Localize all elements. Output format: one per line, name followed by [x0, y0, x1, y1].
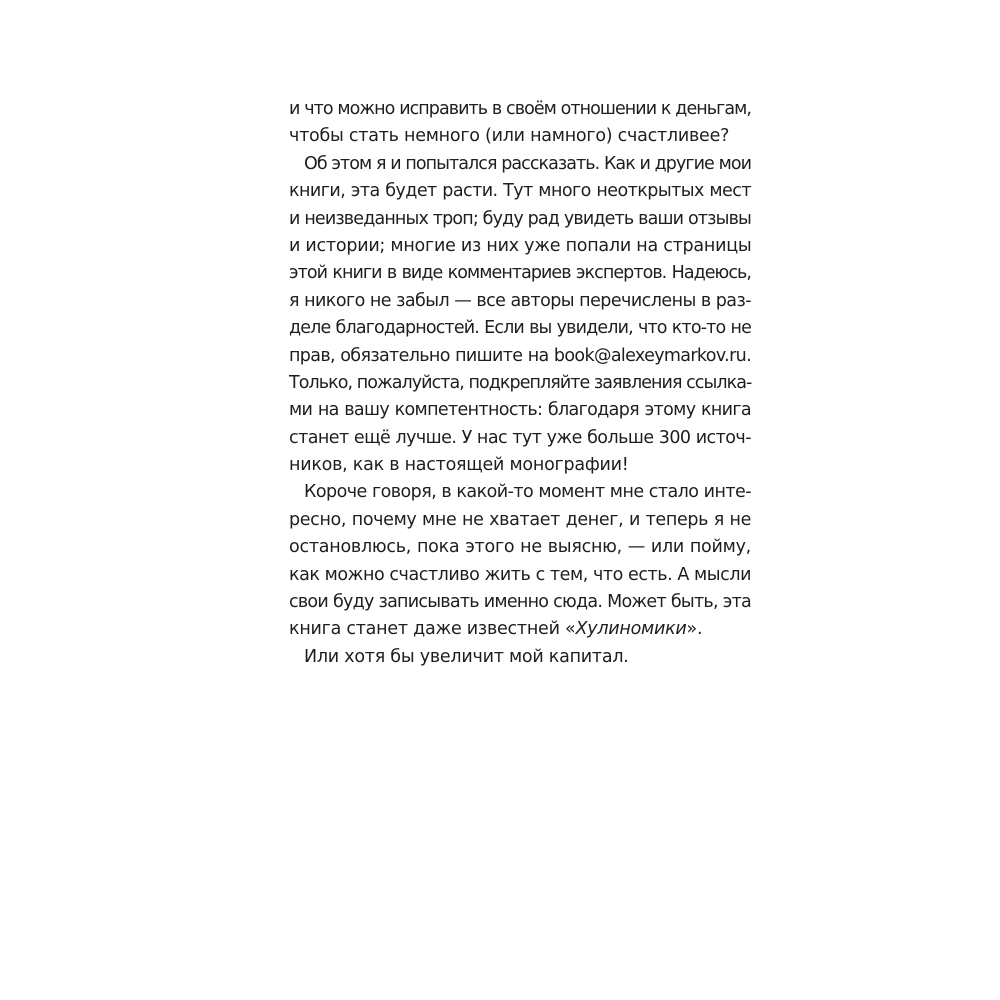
text-line	[289, 616, 751, 643]
body-text	[289, 96, 751, 671]
text-line: станет ещё лучше. У нас тут уже больше 300 источ-	[289, 427, 751, 448]
text-line: ресно, почему мне не хватает денег, и теперь я не	[289, 509, 751, 530]
text-line: Об этом я и попытался рассказать. Как и другие мои	[304, 153, 751, 174]
text-line: и неизведанных троп; буду рад увидеть ваши отзывы	[289, 208, 751, 229]
text-line: как можно счастливо жить с тем, что есть. А мысли	[289, 564, 751, 585]
text-line: деле благодарностей. Если вы увидели, что кто-то не	[289, 318, 751, 339]
book-title-italic: Хулиномики	[575, 619, 687, 640]
text-line: этой книги в виде комментариев экспертов. Надеюсь,	[289, 263, 751, 284]
text-line: Или хотя бы увеличит мой капитал.	[304, 646, 629, 667]
text-line: я никого не забыл — все авторы перечислены в раз-	[289, 290, 751, 311]
text-line: и что можно исправить в своём отношении к деньгам,	[289, 99, 751, 119]
text-line: свои буду записывать именно сюда. Может быть, эта	[289, 592, 751, 613]
text-line: и истории; многие из них уже попали на страницы	[289, 235, 752, 256]
text-line: Только, пожалуйста, подкрепляйте заявления ссылка-	[289, 372, 752, 393]
text-line: прав, обязательно пишите на book@alexeymarkov.ru.	[289, 345, 751, 366]
text-fragment: книга станет даже известней «	[289, 619, 576, 640]
text-fragment: ».	[686, 619, 703, 640]
text-line: остановлюсь, пока этого не выясню, — или пойму,	[289, 537, 751, 558]
text-line: книги, эта будет расти. Тут много неоткрытых мест	[289, 181, 751, 202]
text-line: ми на вашу компетентность: благодаря этому книга	[289, 400, 751, 421]
text-line: чтобы стать немного (или намного) счастливее?	[289, 126, 730, 147]
text-line: Короче говоря, в какой-то момент мне стало инте-	[304, 482, 751, 503]
text-line: ников, как в настоящей монографии!	[289, 455, 629, 476]
